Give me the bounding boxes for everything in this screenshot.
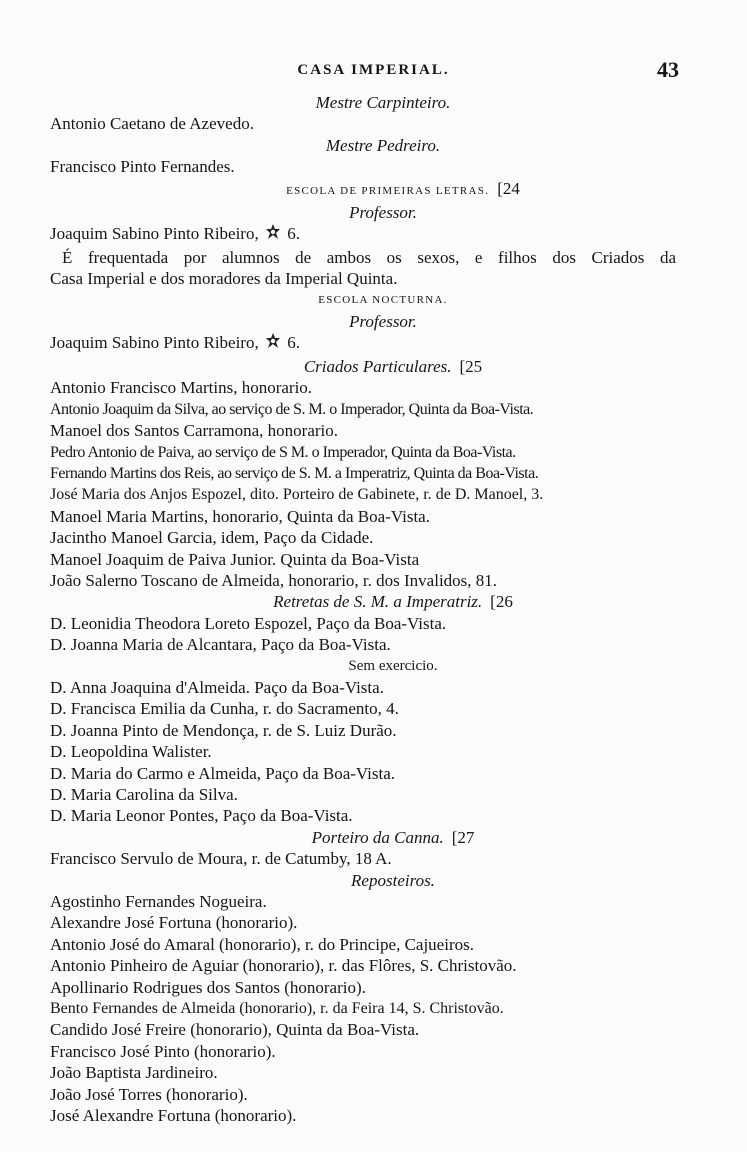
entry-line: Pedro Antonio de Paiva, ao serviço de S M. o Imperador, Quinta da Boa-Vista. [50,443,516,461]
heading-porteiro-da-canna [50,827,676,848]
heading-professor: Professor. [349,312,417,332]
entry-line: Apollinario Rodrigues dos Santos (honorario). [50,977,366,997]
entry-line: Manoel Joaquim de Paiva Junior. Quinta da Boa-Vista [50,549,420,569]
entry-line: Manoel Maria Martins, honorario, Quinta da Boa-Vista. [50,506,430,526]
entry-line: Candido José Freire (honorario), Quinta da Boa-Vista. [50,1020,420,1040]
page-header [0,57,747,90]
section-title: ESCOLA DE PRIMEIRAS LETRAS. [286,184,490,197]
entry-line: Antonio Pinheiro de Aguiar (honorario), r. das Flôres, S. Christovão. [50,956,517,976]
section-title: Porteiro da Canna. [311,827,444,847]
entry-name: Joaquim Sabino Pinto Ribeiro, [50,333,259,353]
entry-line [50,223,676,246]
page-body [50,92,676,1127]
entry-line: Francisco Servulo de Moura, r. de Catumby, 18 A. [50,849,392,869]
order-medal-icon [265,223,281,246]
section-reference: [26 [490,592,513,612]
entry-line: Agostinho Fernandes Nogueira. [50,892,267,912]
entry-line: D. Francisca Emilia da Cunha, r. do Sacramento, 4. [50,699,399,719]
entry-line: José Maria dos Anjos Espozel, dito. Porteiro de Gabinete, r. de D. Manoel, 3. [50,486,544,504]
entry-line: D. Joanna Maria de Alcantara, Paço da Boa-Vista. [50,635,391,655]
entry-line: Alexandre José Fortuna (honorario). [50,913,298,933]
entry-number: 6. [287,224,300,244]
entry-line: Antonio Caetano de Azevedo. [50,114,254,134]
entry-line: D. Maria do Carmo e Almeida, Paço da Boa-Vista. [50,763,396,783]
section-title: Retretas de S. M. a Imperatriz. [273,592,483,612]
entry-line: José Alexandre Fortuna (honorario). [50,1106,297,1126]
running-title: CASA IMPERIAL. [297,62,450,78]
section-reference: [24 [497,178,520,198]
entry-line: D. Leonidia Theodora Loreto Espozel, Paço da Boa-Vista. [50,613,447,633]
entry-line: João Baptista Jardineiro. [50,1063,218,1083]
entry-line: Jacintho Manoel Garcia, idem, Paço da Cidade. [50,528,374,548]
section-reference: [25 [459,356,483,376]
entry-line: Fernando Martins dos Reis, ao serviço de S. M. a Imperatriz, Quinta da Boa-Vista. [50,464,539,482]
entry-line: Antonio Francisco Martins, honorario. [50,378,313,398]
entry-name: Joaquim Sabino Pinto Ribeiro, [50,224,259,244]
entry-line: Bento Fernandes de Almeida (honorario), r. da Feira 14, S. Christovão. [50,1000,504,1018]
paragraph-line: É frequentada por alumnos de ambos os sexos, e filhos dos Criados da [62,247,676,267]
entry-line: Francisco Pinto Fernandes. [50,157,235,177]
entry-line: D. Joanna Pinto de Mendonça, r. de S. Luiz Durão. [50,720,397,740]
order-medal-icon [265,332,281,355]
page-number: 43 [657,57,679,82]
entry-line: Antonio José do Amaral (honorario), r. do Principe, Cajueiros. [50,934,474,954]
heading-reposteiros: Reposteiros. [351,870,435,890]
entry-line: João José Torres (honorario). [50,1084,248,1104]
entry-line [50,332,676,355]
entry-line: Antonio Joaquim da Silva, ao serviço de S. M. o Imperador, Quinta da Boa-Vista. [50,400,534,418]
entry-line: D. Maria Leonor Pontes, Paço da Boa-Vista. [50,806,353,826]
entry-line: João Salerno Toscano de Almeida, honorario, r. dos Invalidos, 81. [50,570,498,590]
heading-retretas [50,591,676,612]
section-reference: [27 [451,827,475,847]
entry-line: D. Maria Carolina da Silva. [50,785,238,804]
heading-mestre-carpinteiro: Mestre Carpinteiro. [315,93,451,112]
paragraph-line: Casa Imperial e dos moradores da Imperial Quinta. [50,269,398,289]
section-title: Criados Particulares. [303,356,452,376]
entry-line: D. Anna Joaquina d'Almeida. Paço da Boa-Vista. [50,677,384,697]
entry-line: D. Leopoldina Walister. [50,742,212,762]
heading-criados-particulares [50,356,676,377]
heading-mestre-pedreiro: Mestre Pedreiro. [325,135,441,155]
heading-escola-nocturna: ESCOLA NOCTURNA. [318,293,448,306]
heading-sem-exercicio: Sem exercicio. [348,657,438,674]
entry-number: 6. [287,333,300,353]
heading-professor: Professor. [349,203,417,223]
entry-line: Manoel dos Santos Carramona, honorario. [50,421,338,441]
heading-escola-primeiras-letras [50,178,676,202]
entry-line: Francisco José Pinto (honorario). [50,1041,276,1061]
